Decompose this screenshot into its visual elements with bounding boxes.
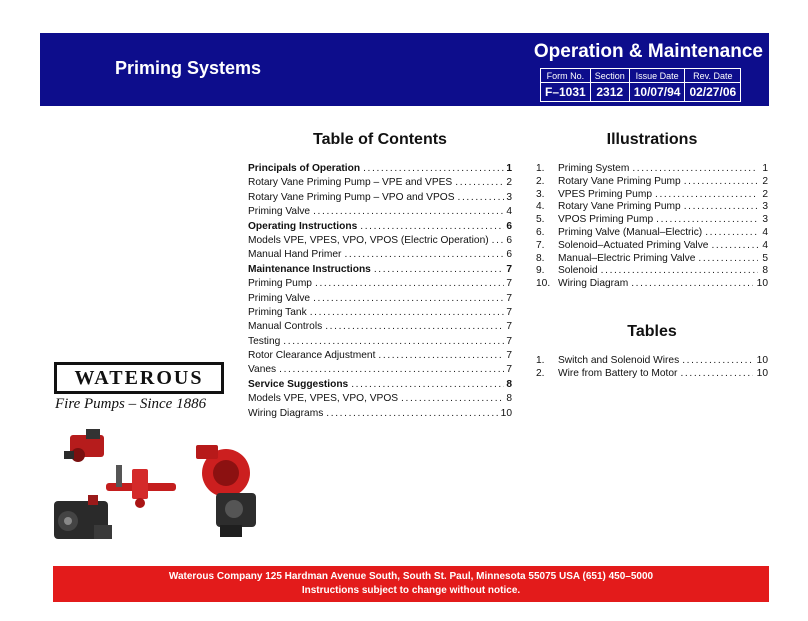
illustration-entry xyxy=(536,201,768,214)
illustration-entry-page: 4 xyxy=(762,239,768,251)
toc-entry xyxy=(248,277,512,291)
toc-entry-title: Priming Valve xyxy=(248,292,311,304)
header-banner xyxy=(40,33,769,106)
leader-dots xyxy=(313,292,504,306)
toc-entry-page: 10 xyxy=(500,407,512,419)
leader-dots xyxy=(283,335,504,349)
leader-dots xyxy=(682,355,752,368)
toc-entry xyxy=(248,392,512,406)
leader-dots xyxy=(310,306,505,320)
tables-list xyxy=(536,355,768,381)
illustration-entry-number: 2. xyxy=(536,175,545,187)
toc-entry xyxy=(248,220,512,234)
toc-entry-page: 7 xyxy=(506,292,512,304)
toc-entry xyxy=(248,263,512,277)
illustration-entry xyxy=(536,240,768,253)
issue-date-label: Issue Date xyxy=(629,69,685,83)
table-entry-page: 10 xyxy=(756,367,768,379)
leader-dots xyxy=(492,234,505,248)
illustration-entry xyxy=(536,278,768,291)
leader-dots xyxy=(374,263,504,277)
illustration-entry-number: 3. xyxy=(536,188,545,200)
toc-entry-title: Rotary Vane Priming Pump – VPO and VPOS xyxy=(248,191,455,203)
illustration-entry-page: 5 xyxy=(762,252,768,264)
table-entry-page: 10 xyxy=(756,355,768,366)
illustration-entry-title: Priming Valve (Manual–Electric) xyxy=(558,226,703,238)
operation-maintenance-title: Operation & Maintenance xyxy=(533,41,763,62)
toc-entry xyxy=(248,234,512,248)
toc-entry-title: Wiring Diagrams xyxy=(248,407,324,419)
toc-entry-title: Testing xyxy=(248,335,281,347)
toc-entry-page: 7 xyxy=(506,321,512,333)
illustration-entry-number: 10. xyxy=(536,278,551,290)
leader-dots xyxy=(684,176,759,189)
leader-dots xyxy=(458,191,505,205)
leader-dots xyxy=(325,320,504,334)
leader-dots xyxy=(680,368,752,381)
document-title: Priming Systems xyxy=(115,58,262,78)
leader-dots xyxy=(326,407,498,421)
toc-entry-title: Manual Controls xyxy=(248,321,323,333)
toc-entry-title: Maintenance Instructions xyxy=(248,263,371,275)
company-address: Waterous Company 125 Hardman Avenue South, South St. Paul, Minnesota 55075 USA (651) 450–5000 xyxy=(168,571,654,582)
toc-entry-title: Principals of Operation xyxy=(248,163,361,174)
leader-dots xyxy=(656,214,758,227)
toc-entry-page: 6 xyxy=(506,234,512,246)
toc-entry-page: 7 xyxy=(506,306,512,318)
illustration-entry xyxy=(536,189,768,202)
toc-entry xyxy=(248,407,512,421)
toc-entry-page: 2 xyxy=(506,177,512,189)
toc-entry xyxy=(248,363,512,377)
toc-entry-page: 7 xyxy=(506,364,512,376)
illustration-entry-number: 8. xyxy=(536,252,545,264)
toc-entry xyxy=(248,162,512,176)
toc-entry-title: Models VPE, VPES, VPO, VPOS (Electric Operation) xyxy=(248,234,489,246)
leader-dots xyxy=(279,363,504,377)
toc-entry-title: Vanes xyxy=(248,364,277,376)
tables-heading: Tables xyxy=(627,323,677,340)
toc-entry xyxy=(248,378,512,392)
issue-date-value: 10/07/94 xyxy=(629,83,685,102)
toc-entry-title: Models VPE, VPES, VPO, VPOS xyxy=(248,393,399,405)
illustration-entry-title: VPOS Priming Pump xyxy=(558,214,654,226)
toc-entry xyxy=(248,176,512,190)
illustration-entry-number: 6. xyxy=(536,226,545,238)
leader-dots xyxy=(313,205,504,219)
table-entry-title: Switch and Solenoid Wires xyxy=(558,355,680,366)
leader-dots xyxy=(378,349,504,363)
illustration-entry-title: Rotary Vane Priming Pump xyxy=(558,201,681,213)
form-no-value: F–1031 xyxy=(541,83,591,102)
leader-dots xyxy=(655,189,758,202)
toc-entry-title: Manual Hand Primer xyxy=(248,249,342,261)
illustration-entry-number: 7. xyxy=(536,239,545,251)
table-entry-number: 2. xyxy=(536,367,545,379)
black-priming-pump-image xyxy=(54,495,112,539)
toc-entry xyxy=(248,248,512,262)
section-label: Section xyxy=(590,69,629,83)
waterous-logo: WATEROUS xyxy=(54,362,224,394)
toc-entry xyxy=(248,292,512,306)
logo-tagline: Fire Pumps – Since 1886 xyxy=(55,396,207,412)
illustration-entry-number: 1. xyxy=(536,163,545,174)
toc-entry-page: 6 xyxy=(506,220,512,232)
illustration-entry-title: Manual–Electric Priming Valve xyxy=(558,252,696,264)
illustration-entry xyxy=(536,265,768,278)
toc-list xyxy=(248,162,512,421)
leader-dots xyxy=(344,248,504,262)
leader-dots xyxy=(351,378,504,392)
rev-date-label: Rev. Date xyxy=(685,69,741,83)
illustration-entry-number: 5. xyxy=(536,214,545,226)
illustration-entry-page: 3 xyxy=(762,214,768,226)
red-pump-small-image xyxy=(64,429,104,462)
toc-heading: Table of Contents xyxy=(313,131,447,148)
toc-entry xyxy=(248,306,512,320)
leader-dots xyxy=(684,201,759,214)
document-info-table xyxy=(540,68,741,102)
illustration-entry-page: 2 xyxy=(762,188,768,200)
footer-banner xyxy=(53,566,769,602)
toc-entry-title: Priming Tank xyxy=(248,306,307,318)
change-notice: Instructions subject to change without notice. xyxy=(301,585,521,596)
illustration-entry-page: 2 xyxy=(762,175,768,187)
illustration-entry-page: 3 xyxy=(762,201,768,213)
toc-entry-title: Priming Valve xyxy=(248,206,311,218)
leader-dots xyxy=(632,163,758,176)
illustration-entry-title: Wiring Diagram xyxy=(558,278,629,290)
illustration-entry xyxy=(536,163,768,176)
leader-dots xyxy=(711,240,758,253)
toc-entry xyxy=(248,191,512,205)
illustrations-heading: Illustrations xyxy=(606,131,698,148)
illustration-entry xyxy=(536,176,768,189)
toc-entry-title: Operating Instructions xyxy=(248,220,358,232)
toc-entry-page: 8 xyxy=(506,378,512,390)
pump-product-photos xyxy=(48,425,288,555)
toc-entry-page: 7 xyxy=(506,335,512,347)
form-no-label: Form No. xyxy=(541,69,591,83)
illustration-entry-number: 4. xyxy=(536,201,545,213)
leader-dots xyxy=(360,220,504,234)
toc-entry-page: 7 xyxy=(506,263,512,275)
toc-entry-page: 6 xyxy=(506,249,512,261)
leader-dots xyxy=(315,277,504,291)
toc-entry xyxy=(248,349,512,363)
illustration-entry-number: 9. xyxy=(536,265,545,277)
leader-dots xyxy=(601,265,759,278)
toc-entry-page: 7 xyxy=(506,350,512,362)
toc-entry-title: Rotor Clearance Adjustment xyxy=(248,350,376,362)
leader-dots xyxy=(401,392,504,406)
toc-entry xyxy=(248,335,512,349)
illustration-entry xyxy=(536,214,768,227)
illustrations-list xyxy=(536,163,768,291)
leader-dots xyxy=(705,227,758,240)
illustration-entry-page: 10 xyxy=(756,278,768,290)
illustration-entry-title: Priming System xyxy=(558,163,630,174)
table-entry xyxy=(536,355,768,368)
toc-entry-page: 8 xyxy=(506,393,512,405)
toc-entry-page: 3 xyxy=(506,191,512,203)
illustration-entry-page: 4 xyxy=(762,226,768,238)
section-value: 2312 xyxy=(590,83,629,102)
toc-entry-title: Service Suggestions xyxy=(248,378,349,390)
toc-entry-page: 1 xyxy=(506,163,512,174)
illustration-entry-page: 1 xyxy=(762,163,768,174)
red-pump-large-image xyxy=(196,445,256,537)
illustration-entry-title: Solenoid xyxy=(558,265,598,277)
table-entry xyxy=(536,368,768,381)
priming-valve-image xyxy=(106,465,176,508)
illustration-entry xyxy=(536,227,768,240)
toc-entry xyxy=(248,205,512,219)
table-entry-number: 1. xyxy=(536,355,545,366)
illustration-entry-page: 8 xyxy=(762,265,768,277)
illustration-entry-title: Solenoid–Actuated Priming Valve xyxy=(558,239,709,251)
toc-entry-page: 7 xyxy=(506,278,512,290)
toc-entry xyxy=(248,320,512,334)
leader-dots xyxy=(455,176,504,190)
toc-entry-title: Priming Pump xyxy=(248,278,312,290)
illustration-entry xyxy=(536,253,768,266)
illustration-entry-title: Rotary Vane Priming Pump xyxy=(558,175,681,187)
leader-dots xyxy=(363,162,504,176)
toc-entry-page: 4 xyxy=(506,206,512,218)
illustration-entry-title: VPES Priming Pump xyxy=(558,188,652,200)
leader-dots xyxy=(631,278,752,291)
rev-date-value: 02/27/06 xyxy=(685,83,741,102)
table-entry-title: Wire from Battery to Motor xyxy=(558,367,678,379)
toc-entry-title: Rotary Vane Priming Pump – VPE and VPES xyxy=(248,177,453,189)
leader-dots xyxy=(698,253,758,266)
